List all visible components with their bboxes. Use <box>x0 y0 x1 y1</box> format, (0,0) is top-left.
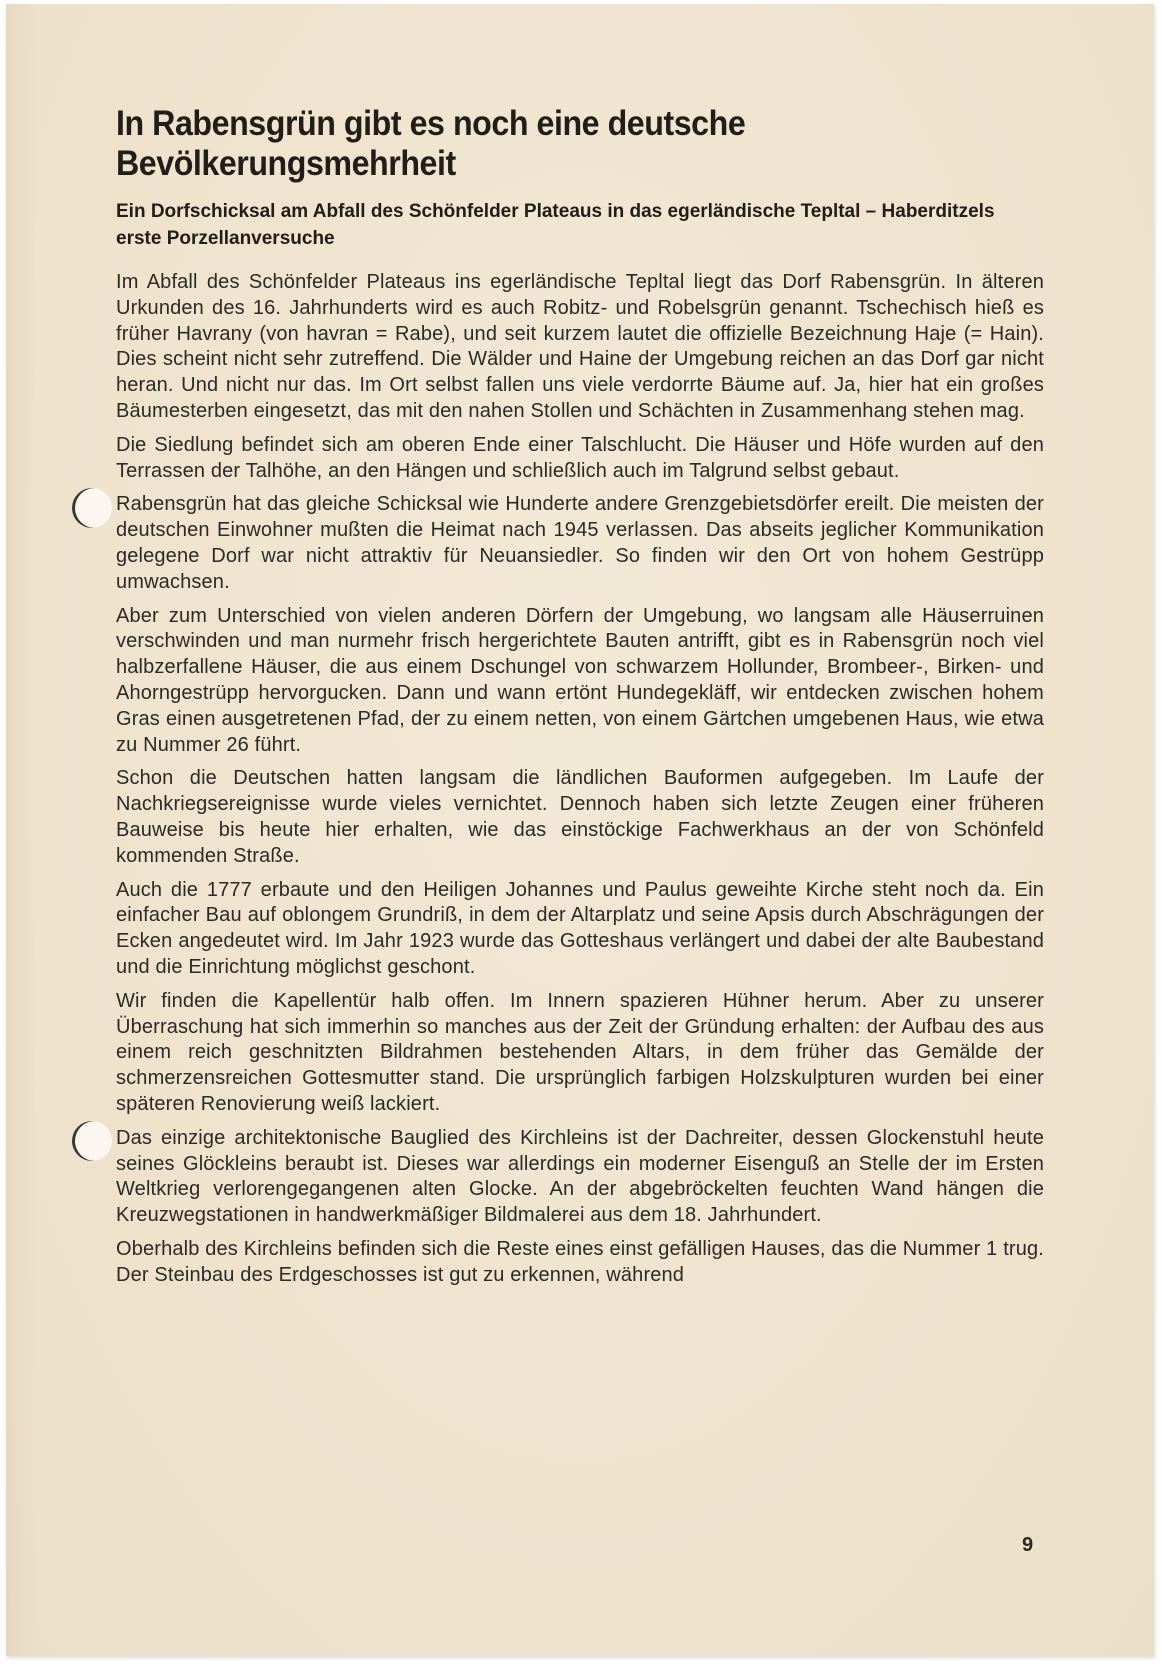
page-number: 9 <box>1022 1534 1034 1556</box>
paragraph-8: Das einzige architektonische Bauglied des Kirchleins ist der Dachreiter, dessen Glockenstuhl heute seines Glöckleins beraubt ist. Dieses war allerdings ein moderner Eisenguß an Stelle der im Ersten Weltkrieg verlorengegangenen alten Glocke. An der abgebröckelten feuchten Wand hängen die Kreuzwegstationen in handwerkmäßiger Bildmalerei aus dem 18. Jahrhundert. <box>116 1126 1044 1227</box>
binder-hole-top <box>72 488 112 528</box>
headline-line-1: In Rabensgrün gibt es noch eine deutsche <box>116 104 746 143</box>
paragraph-6: Auch die 1777 erbaute und den Heiligen Johannes und Paulus geweihte Kirche steht noch da. Ein einfacher Bau auf oblongem Grundriß, in dem der Altarplatz und seine Apsis durch Abschrägungen der Ecken angedeutet wird. Im Jahr 1923 wurde das Gotteshaus verlängert und dabei der alte Baubestand und die Einrichtung möglichst geschont. <box>116 878 1044 978</box>
headline-line-2: Bevölkerungsmehrheit <box>116 144 456 183</box>
book-page <box>6 4 1154 1656</box>
article <box>116 104 1044 1296</box>
binder-hole-bottom <box>72 1121 112 1161</box>
paragraph-2: Die Siedlung befindet sich am oberen Ende einer Talschlucht. Die Häuser und Höfe wurden auf den Terrassen der Talhöhe, an den Hängen und schließlich auch im Talgrund selbst gebaut. <box>116 433 1044 482</box>
paragraph-1: Im Abfall des Schönfelder Plateaus ins egerländische Tepltal liegt das Dorf Rabensgrün. In älteren Urkunden des 16. Jahrhunderts wird es auch Robitz- und Robelsgrün genannt. Tschechisch hieß es früher Havrany (von havran = Rabe), und seit kurzem lautet die offizielle Bezeichnung Haje (= Hain). Dies scheint nicht sehr zutreffend. Die Wälder und Haine der Umgebung reichen an das Dorf gar nicht heran. Und nicht nur das. Im Ort selbst fallen uns viele verdorrte Bäume auf. Ja, hier hat ein großes Bäumesterben eingesetzt, das mit den nahen Stollen und Schächten in Zusammenhang stehen mag. <box>116 271 1044 422</box>
paragraph-9: Oberhalb des Kirchleins befinden sich die Reste eines einst gefälligen Hauses, das die Nummer 1 trug. Der Steinbau des Erdgeschosses ist gut zu erkennen, während <box>116 1237 1044 1286</box>
paragraph-7: Wir finden die Kapellentür halb offen. Im Innern spazieren Hühner herum. Aber zu unserer Überraschung hat sich immerhin so manches aus der Zeit der Gründung erhalten: der Aufbau des aus einem reich geschnitzten Bildrahmen bestehenden Altars, in dem früher das Gemälde der schmerzensreichen Gottesmutter stand. Die ursprünglich farbigen Holzskulpturen wurden bei einer späteren Renovierung weiß lackiert. <box>116 989 1044 1115</box>
paragraph-4: Aber zum Unterschied von vielen anderen Dörfern der Umgebung, wo langsam alle Häuserruinen verschwinden und man nurmehr frisch hergerichtete Bauten antrifft, gibt es in Rabensgrün noch viel halbzerfallene Häuser, die aus einem Dschungel von schwarzem Hollunder, Brombeer-, Birken- und Ahorngestrüpp hervorgucken. Dann und wann ertönt Hundegekläff, wir entdecken zwischen hohem Gras einen ausgetretenen Pfad, der zu einem netten, von einem Gärtchen umgebenen Haus, wie etwa zu Nummer 26 führt. <box>116 604 1044 756</box>
article-headline <box>116 104 1036 184</box>
paragraph-3: Rabensgrün hat das gleiche Schicksal wie Hunderte andere Grenzgebietsdörfer ereilt. Die meisten der deutschen Einwohner mußten die Heimat nach 1945 verlassen. Das abseits jeglicher Kommunikation gelegene Dorf war nicht attraktiv für Neuansiedler. So finden wir den Ort von hohem Gestrüpp umwachsen. <box>116 493 1044 593</box>
paragraph-5: Schon die Deutschen hatten langsam die ländlichen Bauformen aufgegeben. Im Laufe der Nachkriegsereignisse wurde vieles vernichtet. Dennoch haben sich letzte Zeugen einer früheren Bauweise bis heute hier erhalten, wie das einstöckige Fachwerkhaus an der von Schönfeld kommenden Straße. <box>116 767 1044 867</box>
article-subheadline: Ein Dorfschicksal am Abfall des Schönfelder Plateaus in das egerländische Tepltal – Haberditzels erste Porzellanversuche <box>116 201 995 249</box>
